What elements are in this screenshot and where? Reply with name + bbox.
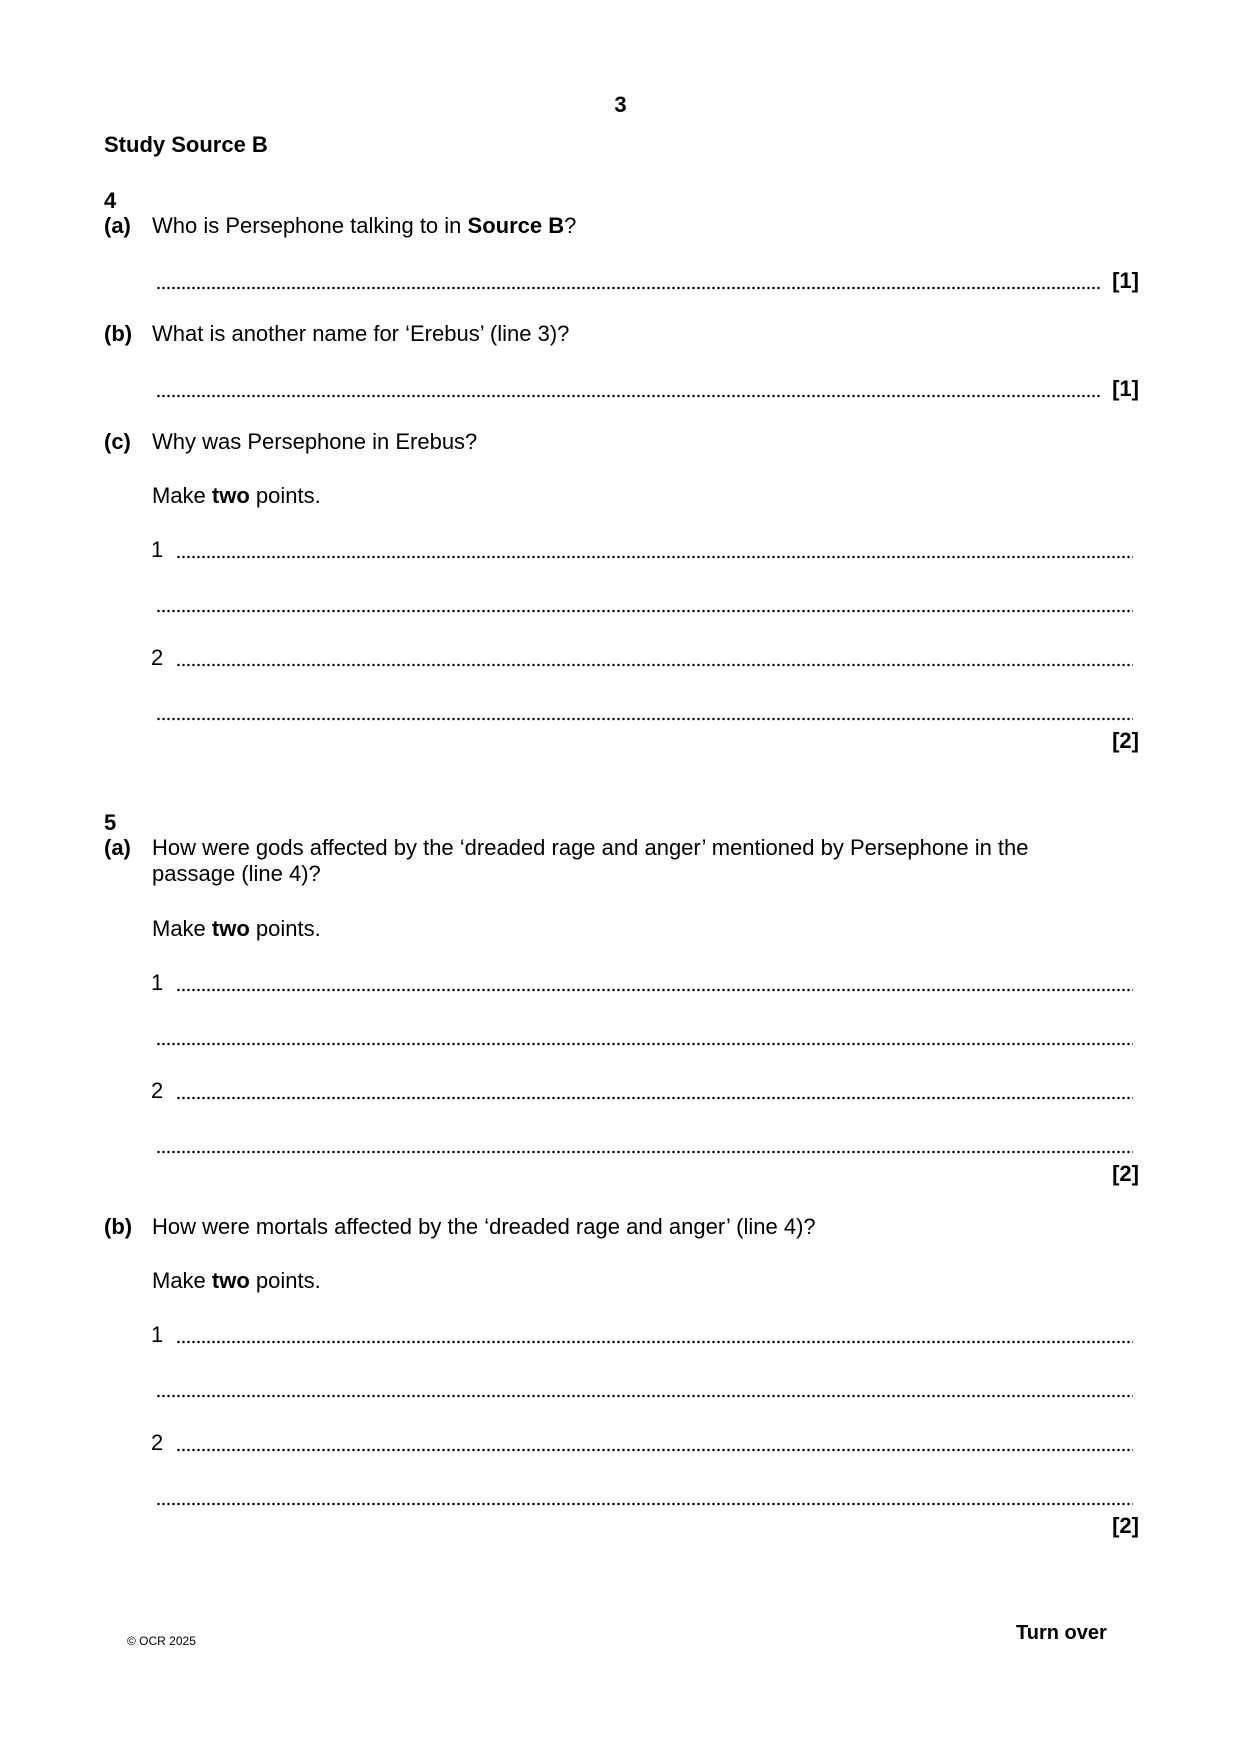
point-number-4c-2: 2 (151, 645, 164, 670)
answer-line-5a-2b[interactable] (156, 1150, 1133, 1154)
turn-over-label: Turn over (1016, 1622, 1107, 1644)
answer-line-5b-2b[interactable] (156, 1502, 1133, 1506)
answer-line-5b-1b[interactable] (156, 1394, 1133, 1398)
question-text-4a: Who is Persephone talking to in Source B? (152, 213, 577, 238)
mark-4b: [1] (1112, 376, 1139, 401)
point-number-5a-1: 1 (151, 970, 164, 995)
instruction-4c: Make two points. (152, 483, 321, 508)
question-number-4: 4 (104, 188, 117, 213)
instruction-5b: Make two points. (152, 1268, 321, 1293)
question-text-4c: Why was Persephone in Erebus? (152, 429, 478, 454)
instruction-5a: Make two points. (152, 916, 321, 941)
answer-line-4c-2b[interactable] (156, 717, 1133, 721)
section-heading: Study Source B (104, 132, 268, 157)
answer-line-5a-1a[interactable] (176, 988, 1133, 992)
answer-line-5b-2a[interactable] (176, 1448, 1133, 1452)
point-number-4c-1: 1 (151, 537, 164, 562)
question-text-5a-line2: passage (line 4)? (152, 861, 321, 886)
point-number-5a-2: 2 (151, 1078, 164, 1103)
part-label-4b: (b) (104, 321, 133, 346)
answer-line-5b-1a[interactable] (176, 1340, 1133, 1344)
question-text-4b: What is another name for ‘Erebus’ (line 3)? (152, 321, 570, 346)
answer-line-4b[interactable] (156, 394, 1101, 398)
point-number-5b-2: 2 (151, 1430, 164, 1455)
part-label-5a: (a) (104, 835, 131, 860)
answer-line-5a-2a[interactable] (176, 1096, 1133, 1100)
answer-line-4c-1a[interactable] (176, 555, 1133, 559)
part-label-4c: (c) (104, 429, 131, 454)
page-number: 3 (614, 92, 627, 117)
answer-line-4a[interactable] (156, 286, 1101, 290)
answer-line-4c-1b[interactable] (156, 609, 1133, 613)
answer-line-4c-2a[interactable] (176, 663, 1133, 667)
question-number-5: 5 (104, 810, 117, 835)
copyright-notice: © OCR 2025 (127, 1634, 196, 1648)
mark-4c: [2] (1112, 728, 1139, 753)
part-label-4a: (a) (104, 213, 131, 238)
answer-line-5a-1b[interactable] (156, 1042, 1133, 1046)
question-text-5a-line1: How were gods affected by the ‘dreaded rage and anger’ mentioned by Persephone in the (152, 835, 1029, 860)
mark-5b: [2] (1112, 1513, 1139, 1538)
mark-5a: [2] (1112, 1161, 1139, 1186)
question-text-5b: How were mortals affected by the ‘dreaded rage and anger’ (line 4)? (152, 1214, 816, 1239)
mark-4a: [1] (1112, 268, 1139, 293)
part-label-5b: (b) (104, 1214, 133, 1239)
point-number-5b-1: 1 (151, 1322, 164, 1347)
